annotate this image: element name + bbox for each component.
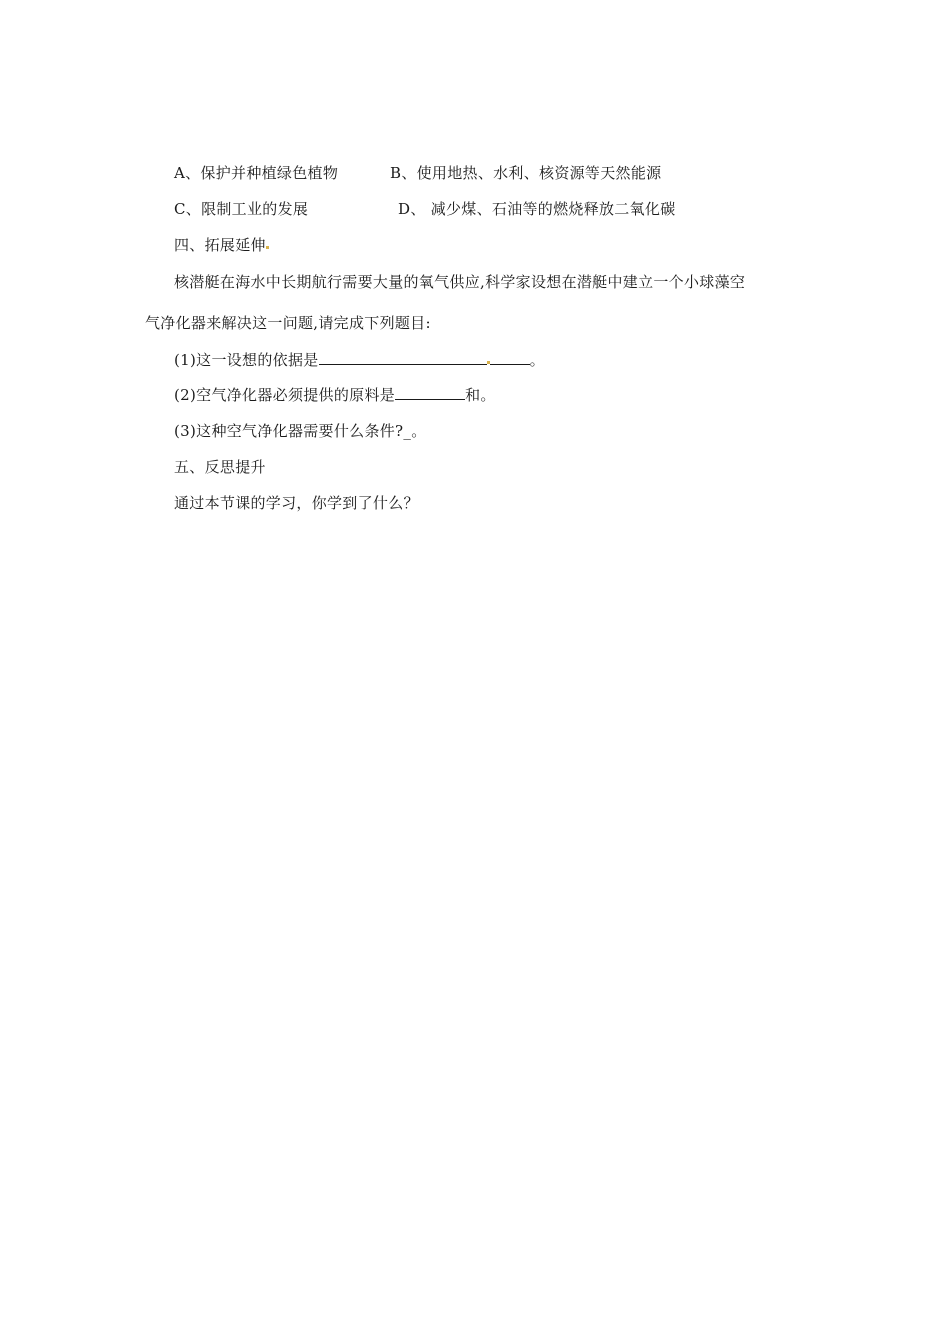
question-3: (3)这种空气净化器需要什么条件?_。 [174, 422, 427, 440]
question-1-answer-blank[interactable] [319, 350, 487, 365]
question-2-answer-blank[interactable] [395, 385, 465, 400]
question-2-suffix: 和。 [465, 386, 496, 404]
section-4-intro-line1: 核潜艇在海水中长期航行需要大量的氧气供应,科学家设想在潜艇中建立一个小球藻空 [174, 273, 746, 291]
question-1-answer-blank-tail[interactable] [490, 350, 530, 365]
question-2 [174, 385, 496, 405]
option-a: A、保护并种植绿色植物 [174, 164, 339, 182]
section-4-intro-line2: 气净化器来解决这一问题,请完成下列题目: [145, 314, 431, 332]
option-c: C、限制工业的发展 [174, 200, 309, 218]
question-1-suffix: 。 [529, 351, 545, 369]
question-2-prefix: (2)空气净化器必须提供的原料是 [174, 386, 396, 404]
question-1 [174, 350, 545, 370]
section-5-question: 通过本节课的学习，你学到了什么？ [174, 494, 419, 512]
section-4-heading [174, 235, 269, 255]
question-1-prefix: (1)这一设想的依据是 [174, 351, 319, 369]
option-d: D、 减少煤、石油等的燃烧释放二氧化碳 [398, 200, 676, 218]
option-b: B、使用地热、水利、核资源等天然能源 [390, 164, 662, 182]
section-5-heading: 五、反思提升 [174, 458, 266, 476]
decorative-dot [266, 246, 269, 249]
section-4-heading-text: 四、拓展延伸 [174, 236, 266, 254]
